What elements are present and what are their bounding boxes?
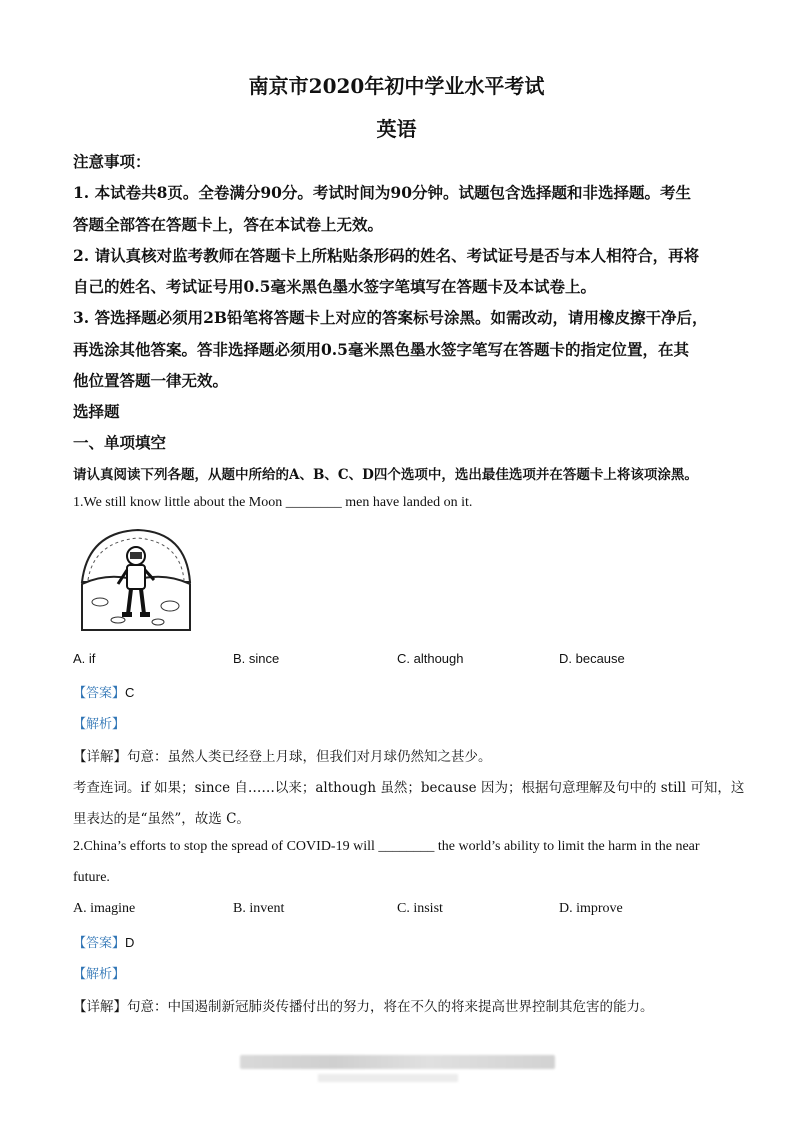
option-a: A. if <box>73 651 96 666</box>
option-d: D. improve <box>559 901 623 916</box>
detail-label: 【详解】 <box>73 749 127 765</box>
notice-line: 自己的姓名、考试证号用0.5毫米黑色墨水签字笔填写在答题卡及本试卷上。 <box>73 277 596 296</box>
explain-line: 里表达的是“虽然”，故选 C。 <box>73 811 250 827</box>
astronaut-icon <box>78 522 194 634</box>
explain-line: 考查连词。if 如果；since 自……以来；although 虽然；because 因为；根据句意理解及句中的 still 可知，这 <box>73 780 745 796</box>
analysis-label: 【解析】 <box>73 967 126 982</box>
notice-heading: 注意事项： <box>73 152 151 171</box>
answer-label: 【答案】 <box>73 686 126 701</box>
exam-title: 南京市2020年初中学业水平考试 <box>248 74 545 98</box>
section-part: 选择题 <box>73 402 120 421</box>
question-2-stem: future. <box>73 870 110 885</box>
analysis-label: 【解析】 <box>73 717 126 732</box>
option-c: C. insist <box>397 901 443 916</box>
answer-row <box>73 932 134 951</box>
notice-line: 答题全部答在答题卡上，答在本试卷上无效。 <box>73 215 384 234</box>
blurred-footer <box>240 1055 555 1069</box>
blurred-footer-sub <box>318 1074 458 1082</box>
option-d: D. because <box>559 651 625 666</box>
notice-line: 他位置答题一律无效。 <box>73 371 229 390</box>
section-instruction: 请认真阅读下列各题，从题中所给的A、B、C、D四个选项中，选出最佳选项并在答题卡上将该项涂黑。 <box>73 467 698 483</box>
question-1-stem: 1.We still know little about the Moon ________ men have landed on it. <box>73 495 473 510</box>
detail-text: 句意：中国遏制新冠肺炎传播付出的努力，将在不久的将来提高世界控制其危害的能力。 <box>127 999 654 1015</box>
notice-line: 再选涂其他答案。答非选择题必须用0.5毫米黑色墨水签字笔写在答题卡的指定位置，在其 <box>73 340 689 359</box>
answer-row <box>73 682 134 701</box>
notice-line: 1. 本试卷共8页。全卷满分90分。考试时间为90分钟。试题包含选择题和非选择题。考生 <box>73 183 692 202</box>
option-c: C. although <box>397 651 464 666</box>
astronaut-illustration <box>78 522 194 634</box>
notice-line: 3. 答选择题必须用2B铅笔将答题卡上对应的答案标号涂黑。如需改动，请用橡皮擦干净后， <box>73 308 708 327</box>
section-heading: 一、单项填空 <box>73 433 167 452</box>
detail-row <box>73 995 654 1015</box>
answer-value: C <box>125 685 135 700</box>
option-b: B. invent <box>233 901 285 916</box>
detail-row <box>73 745 492 765</box>
subject-title: 英语 <box>376 117 417 141</box>
answer-value: D <box>125 935 135 950</box>
answer-label: 【答案】 <box>73 936 126 951</box>
detail-label: 【详解】 <box>73 999 127 1015</box>
option-b: B. since <box>233 651 280 666</box>
detail-text: 句意：虽然人类已经登上月球，但我们对月球仍然知之甚少。 <box>127 749 492 765</box>
option-a: A. imagine <box>73 901 136 916</box>
notice-line: 2. 请认真核对监考教师在答题卡上所粘贴条形码的姓名、考试证号是否与本人相符合，再将 <box>73 246 700 265</box>
question-2-stem: 2.China’s efforts to stop the spread of COVID-19 will ________ the world’s ability to limit the harm in the near <box>73 839 700 854</box>
